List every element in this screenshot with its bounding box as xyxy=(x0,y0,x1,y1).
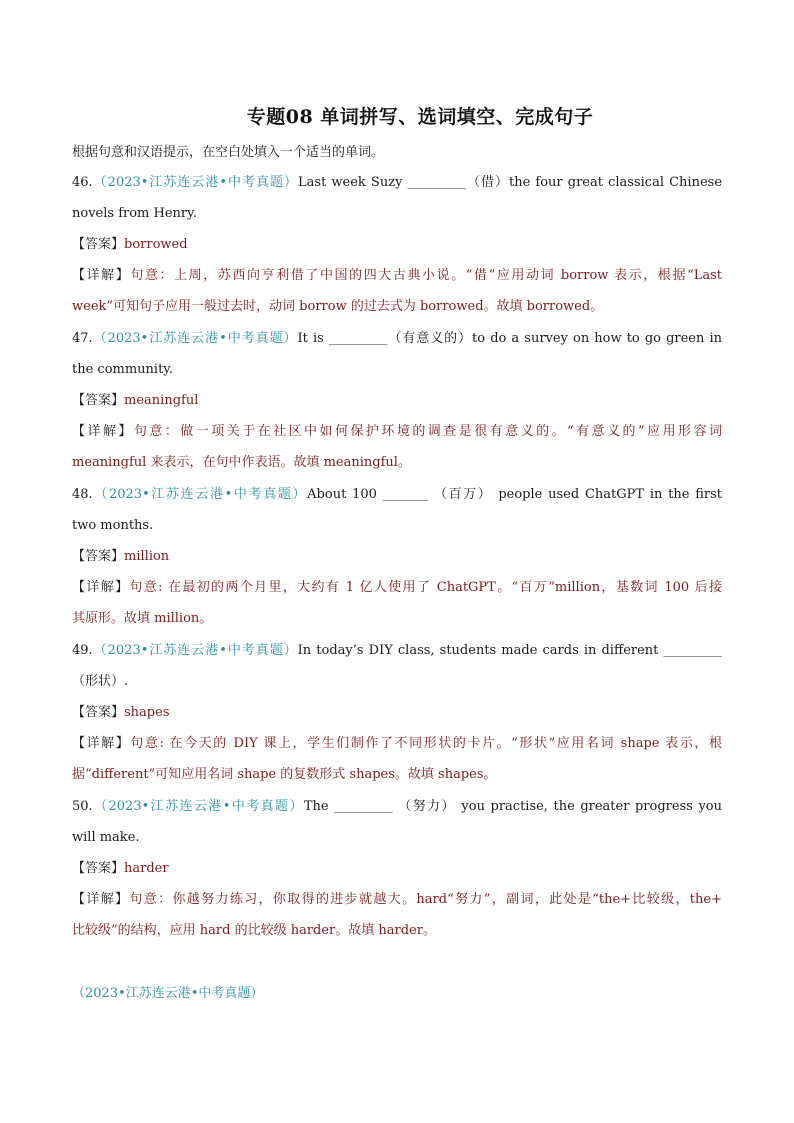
detail-text: 句意：做一项关于在社区中如何保护环境的调查是很有意义的。“有意义的”应用形容词 xyxy=(133,424,722,439)
answer-value: shapes xyxy=(124,705,170,720)
question-49-detail-1 xyxy=(72,735,722,753)
question-source: （2023•江苏连云港•中考真题） xyxy=(92,799,304,814)
answer-tag: 【答案】 xyxy=(72,705,125,720)
question-48-detail-2: 其原形。故填 million。 xyxy=(72,611,213,626)
answer-tag: 【答案】 xyxy=(72,393,125,408)
answer-tag: 【答案】 xyxy=(72,861,125,876)
question-source: （2023•江苏连云港•中考真题） xyxy=(92,175,299,190)
question-49-detail-2: 据“different”可知应用名词 shape 的复数形式 shapes。故填 shapes。 xyxy=(72,767,497,782)
question-number: 47. xyxy=(72,331,93,346)
question-47-line-2: the community. xyxy=(72,362,174,377)
question-number: 46. xyxy=(72,175,93,190)
question-49-line-2: （形状）. xyxy=(72,674,129,689)
question-46-answer xyxy=(72,236,722,254)
answer-value: million xyxy=(124,549,170,564)
question-50-line-2: will make. xyxy=(72,830,140,845)
question-text: It is _________（有意义的）to do a survey on how to go green in xyxy=(297,331,722,346)
question-source: （2023•江苏连云港•中考真题） xyxy=(92,331,298,346)
detail-text: 句意: 在最初的两个月里，大约有 1 亿人使用了 ChatGPT。“百万”million，基数词 100 后接 xyxy=(129,580,722,595)
question-source: （2023•江苏连云港•中考真题） xyxy=(92,487,308,502)
question-47-detail-2: meaningful 来表示，在句中作表语。故填 meaningful。 xyxy=(72,455,411,470)
question-46-line-1 xyxy=(72,174,722,192)
question-number: 50. xyxy=(72,799,93,814)
detail-tag: 【详解】 xyxy=(72,268,131,283)
answer-value: meaningful xyxy=(124,393,199,408)
question-46-detail-2: week”可知句子应用一般过去时，动词 borrow 的过去式为 borrowed。故填 borrowed。 xyxy=(72,299,604,314)
instruction-text: 根据句意和汉语提示，在空白处填入一个适当的单词。 xyxy=(72,145,385,160)
detail-tag: 【详解】 xyxy=(72,580,130,595)
page-title: 专题08 单词拼写、选词填空、完成句子 xyxy=(246,106,594,128)
question-text: The _________ （努力） you practise, the greater progress you xyxy=(303,799,723,814)
question-48-answer xyxy=(72,548,722,566)
question-48-line-2: two months. xyxy=(72,518,154,533)
answer-tag: 【答案】 xyxy=(72,237,125,252)
trailing-source-label: （2023•江苏连云港•中考真题） xyxy=(72,986,264,1001)
question-48-detail-1 xyxy=(72,579,722,597)
question-46-detail-1 xyxy=(72,267,722,285)
question-47-answer xyxy=(72,392,722,410)
question-number: 48. xyxy=(72,487,93,502)
question-50-answer xyxy=(72,860,722,878)
question-50-detail-1 xyxy=(72,891,722,909)
question-47-detail-1 xyxy=(72,423,722,441)
question-text: In today’s DIY class, students made cards in different _________ xyxy=(297,643,722,658)
question-text: About 100 _______ （百万） people used ChatGPT in the first xyxy=(307,487,722,502)
question-47-line-1 xyxy=(72,330,722,348)
detail-tag: 【详解】 xyxy=(72,736,131,751)
detail-tag: 【详解】 xyxy=(72,892,130,907)
answer-value: harder xyxy=(124,861,169,876)
answer-tag: 【答案】 xyxy=(72,549,125,564)
question-49-answer xyxy=(72,704,722,722)
question-text: Last week Suzy _________（借）the four great classical Chinese xyxy=(298,175,723,190)
detail-text: 句意：你越努力练习，你取得的进步就越大。hard“努力”，副词，此处是“the+比较级，the+ xyxy=(129,892,722,907)
question-50-detail-2: 比较级”的结构，应用 hard 的比较级 harder。故填 harder。 xyxy=(72,923,436,938)
question-number: 49. xyxy=(72,643,93,658)
answer-value: borrowed xyxy=(124,237,188,252)
question-46-line-2: novels from Henry. xyxy=(72,206,197,221)
question-source: （2023•江苏连云港•中考真题） xyxy=(92,643,298,658)
detail-text: 句意：上周，苏西向亨利借了中国的四大古典小说。“借”应用动词 borrow 表示，根据“Last xyxy=(130,268,722,283)
question-50-line-1 xyxy=(72,798,722,816)
question-48-line-1 xyxy=(72,486,722,504)
question-49-line-1 xyxy=(72,642,722,660)
detail-text: 句意: 在今天的 DIY 课上，学生们制作了不同形状的卡片。“形状”应用名词 shape 表示，根 xyxy=(130,736,722,751)
detail-tag: 【详解】 xyxy=(72,424,134,439)
